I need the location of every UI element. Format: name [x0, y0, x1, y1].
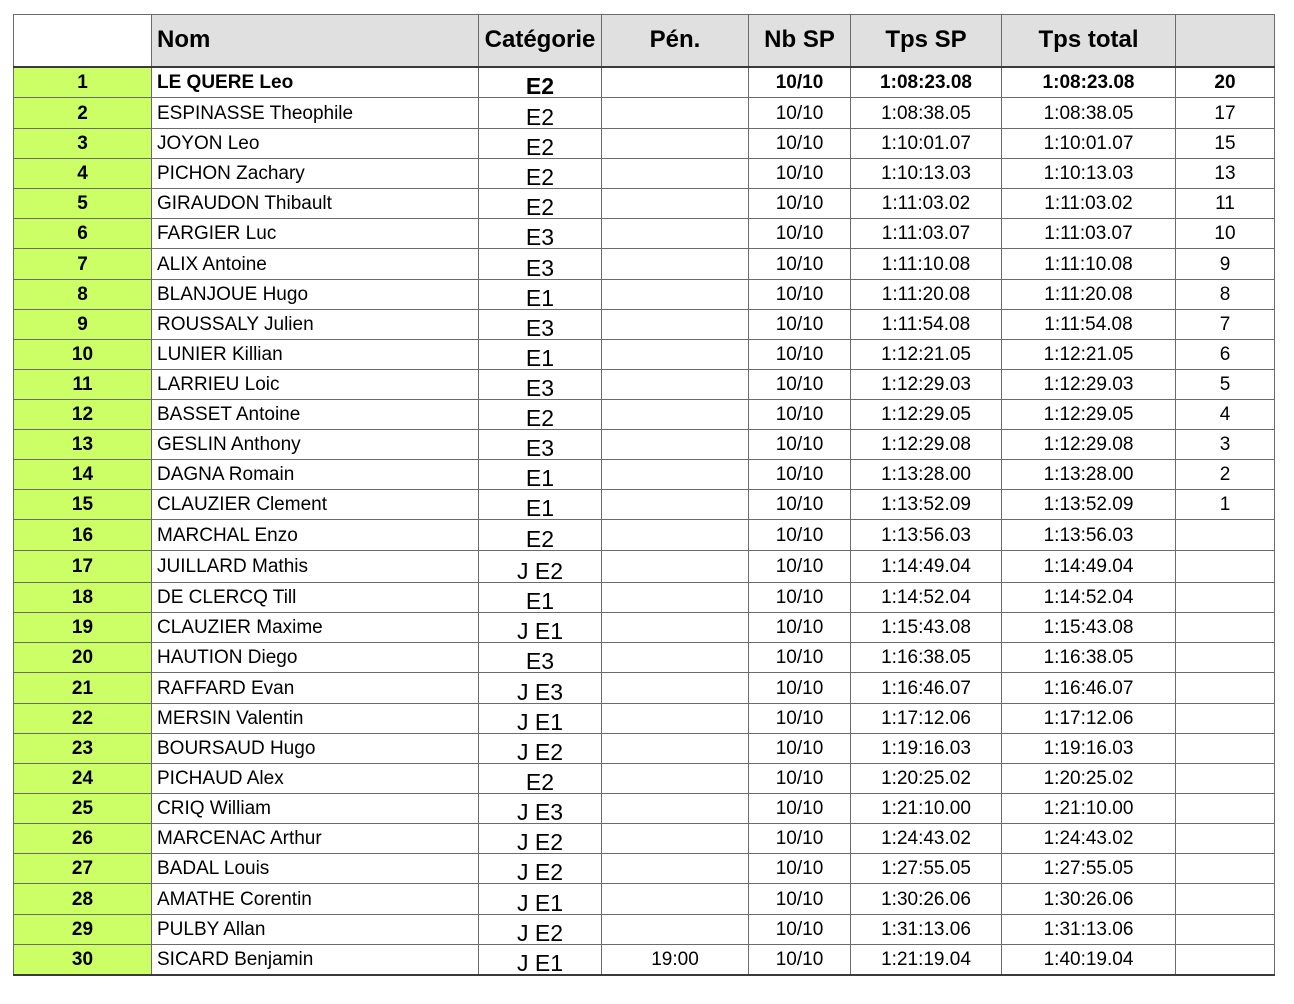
nb-sp-cell: 10/10	[749, 370, 851, 400]
name-cell: AMATHE Corentin	[152, 884, 479, 915]
category-cell: E2	[479, 189, 602, 219]
table-row	[14, 219, 1275, 249]
category-cell: J E2	[479, 854, 602, 884]
table-row	[14, 370, 1275, 400]
rank-cell: 15	[14, 490, 152, 520]
time-sp-cell: 1:13:28.00	[851, 460, 1002, 490]
time-total-cell: 1:11:03.07	[1002, 219, 1176, 249]
table-row	[14, 884, 1275, 915]
name-cell: CRIQ William	[152, 794, 479, 824]
time-total-cell: 1:12:29.03	[1002, 370, 1176, 400]
points-cell: 13	[1176, 159, 1275, 189]
table-row	[14, 854, 1275, 884]
time-sp-cell: 1:11:03.02	[851, 189, 1002, 219]
penalty-cell	[602, 824, 749, 854]
time-total-cell: 1:11:20.08	[1002, 280, 1176, 310]
penalty-cell	[602, 643, 749, 673]
header-points	[1176, 15, 1275, 67]
nb-sp-cell: 10/10	[749, 249, 851, 280]
points-cell	[1176, 734, 1275, 764]
time-total-cell: 1:17:12.06	[1002, 704, 1176, 734]
rank-cell: 10	[14, 340, 152, 370]
penalty-cell: 19:00	[602, 945, 749, 975]
nb-sp-cell: 10/10	[749, 280, 851, 310]
rank-cell: 21	[14, 673, 152, 704]
table-row	[14, 430, 1275, 460]
name-cell: JOYON Leo	[152, 129, 479, 159]
header-time-total: Tps total	[1002, 15, 1176, 67]
table-row	[14, 764, 1275, 794]
rank-cell: 3	[14, 129, 152, 159]
category-cell: E3	[479, 310, 602, 340]
time-sp-cell: 1:11:10.08	[851, 249, 1002, 280]
table-row	[14, 490, 1275, 520]
rank-cell: 22	[14, 704, 152, 734]
table-row	[14, 310, 1275, 340]
time-total-cell: 1:31:13.06	[1002, 915, 1176, 945]
time-total-cell: 1:24:43.02	[1002, 824, 1176, 854]
rank-cell: 27	[14, 854, 152, 884]
category-cell: J E1	[479, 884, 602, 915]
category-cell: E2	[479, 98, 602, 129]
category-cell: E3	[479, 643, 602, 673]
name-cell: CLAUZIER Clement	[152, 490, 479, 520]
name-cell: GIRAUDON Thibault	[152, 189, 479, 219]
header-rank	[14, 15, 152, 67]
time-sp-cell: 1:16:38.05	[851, 643, 1002, 673]
nb-sp-cell: 10/10	[749, 854, 851, 884]
penalty-cell	[602, 219, 749, 249]
nb-sp-cell: 10/10	[749, 551, 851, 583]
nb-sp-cell: 10/10	[749, 129, 851, 159]
nb-sp-cell: 10/10	[749, 613, 851, 643]
category-cell: J E1	[479, 704, 602, 734]
penalty-cell	[602, 310, 749, 340]
rank-cell: 11	[14, 370, 152, 400]
category-cell: J E1	[479, 613, 602, 643]
penalty-cell	[602, 430, 749, 460]
table-row	[14, 249, 1275, 280]
penalty-cell	[602, 854, 749, 884]
time-sp-cell: 1:15:43.08	[851, 613, 1002, 643]
name-cell: MERSIN Valentin	[152, 704, 479, 734]
time-total-cell: 1:14:52.04	[1002, 583, 1176, 613]
points-cell	[1176, 643, 1275, 673]
time-total-cell: 1:11:10.08	[1002, 249, 1176, 280]
rank-cell: 4	[14, 159, 152, 189]
header-nb-sp: Nb SP	[749, 15, 851, 67]
penalty-cell	[602, 189, 749, 219]
category-cell: E3	[479, 249, 602, 280]
penalty-cell	[602, 764, 749, 794]
name-cell: JUILLARD Mathis	[152, 551, 479, 583]
name-cell: LE QUERE Leo	[152, 67, 479, 98]
rank-cell: 20	[14, 643, 152, 673]
time-sp-cell: 1:31:13.06	[851, 915, 1002, 945]
time-total-cell: 1:16:38.05	[1002, 643, 1176, 673]
name-cell: DAGNA Romain	[152, 460, 479, 490]
rank-cell: 6	[14, 219, 152, 249]
penalty-cell	[602, 551, 749, 583]
name-cell: HAUTION Diego	[152, 643, 479, 673]
name-cell: DE CLERCQ Till	[152, 583, 479, 613]
penalty-cell	[602, 460, 749, 490]
header-name: Nom	[152, 15, 479, 67]
category-cell: E3	[479, 219, 602, 249]
time-sp-cell: 1:21:10.00	[851, 794, 1002, 824]
name-cell: PICHAUD Alex	[152, 764, 479, 794]
category-cell: E2	[479, 400, 602, 430]
time-sp-cell: 1:12:29.08	[851, 430, 1002, 460]
table-row	[14, 189, 1275, 219]
name-cell: BASSET Antoine	[152, 400, 479, 430]
nb-sp-cell: 10/10	[749, 430, 851, 460]
points-cell	[1176, 854, 1275, 884]
nb-sp-cell: 10/10	[749, 159, 851, 189]
header-time-sp: Tps SP	[851, 15, 1002, 67]
time-total-cell: 1:11:03.02	[1002, 189, 1176, 219]
results-sheet	[13, 14, 1275, 976]
table-row	[14, 613, 1275, 643]
points-cell: 6	[1176, 340, 1275, 370]
penalty-cell	[602, 370, 749, 400]
name-cell: BLANJOUE Hugo	[152, 280, 479, 310]
table-row	[14, 98, 1275, 129]
time-total-cell: 1:08:23.08	[1002, 67, 1176, 98]
nb-sp-cell: 10/10	[749, 643, 851, 673]
time-total-cell: 1:40:19.04	[1002, 945, 1176, 975]
name-cell: CLAUZIER Maxime	[152, 613, 479, 643]
points-cell	[1176, 794, 1275, 824]
category-cell: E1	[479, 340, 602, 370]
time-sp-cell: 1:21:19.04	[851, 945, 1002, 975]
points-cell: 4	[1176, 400, 1275, 430]
nb-sp-cell: 10/10	[749, 583, 851, 613]
time-total-cell: 1:13:52.09	[1002, 490, 1176, 520]
table-row	[14, 460, 1275, 490]
penalty-cell	[602, 280, 749, 310]
category-cell: E1	[479, 583, 602, 613]
penalty-cell	[602, 400, 749, 430]
name-cell: LUNIER Killian	[152, 340, 479, 370]
points-cell: 11	[1176, 189, 1275, 219]
rank-cell: 29	[14, 915, 152, 945]
rank-cell: 18	[14, 583, 152, 613]
points-cell	[1176, 551, 1275, 583]
time-sp-cell: 1:11:20.08	[851, 280, 1002, 310]
time-sp-cell: 1:14:52.04	[851, 583, 1002, 613]
category-cell: E1	[479, 460, 602, 490]
time-total-cell: 1:14:49.04	[1002, 551, 1176, 583]
nb-sp-cell: 10/10	[749, 915, 851, 945]
category-cell: E2	[479, 159, 602, 189]
penalty-cell	[602, 159, 749, 189]
rank-cell: 24	[14, 764, 152, 794]
name-cell: MARCHAL Enzo	[152, 520, 479, 551]
nb-sp-cell: 10/10	[749, 764, 851, 794]
rank-cell: 23	[14, 734, 152, 764]
points-cell	[1176, 613, 1275, 643]
category-cell: J E3	[479, 794, 602, 824]
nb-sp-cell: 10/10	[749, 794, 851, 824]
penalty-cell	[602, 520, 749, 551]
table-header	[14, 15, 1275, 67]
time-total-cell: 1:12:29.08	[1002, 430, 1176, 460]
nb-sp-cell: 10/10	[749, 400, 851, 430]
points-cell: 15	[1176, 129, 1275, 159]
nb-sp-cell: 10/10	[749, 67, 851, 98]
penalty-cell	[602, 734, 749, 764]
penalty-cell	[602, 794, 749, 824]
time-total-cell: 1:10:13.03	[1002, 159, 1176, 189]
name-cell: ESPINASSE Theophile	[152, 98, 479, 129]
time-total-cell: 1:13:28.00	[1002, 460, 1176, 490]
time-sp-cell: 1:17:12.06	[851, 704, 1002, 734]
penalty-cell	[602, 249, 749, 280]
table-row	[14, 340, 1275, 370]
points-cell: 3	[1176, 430, 1275, 460]
nb-sp-cell: 10/10	[749, 884, 851, 915]
time-total-cell: 1:20:25.02	[1002, 764, 1176, 794]
points-cell	[1176, 583, 1275, 613]
category-cell: E1	[479, 280, 602, 310]
nb-sp-cell: 10/10	[749, 340, 851, 370]
points-cell	[1176, 704, 1275, 734]
time-sp-cell: 1:11:54.08	[851, 310, 1002, 340]
category-cell: J E2	[479, 734, 602, 764]
time-sp-cell: 1:19:16.03	[851, 734, 1002, 764]
name-cell: PICHON Zachary	[152, 159, 479, 189]
category-cell: J E2	[479, 824, 602, 854]
nb-sp-cell: 10/10	[749, 98, 851, 129]
points-cell: 20	[1176, 67, 1275, 98]
category-cell: E2	[479, 129, 602, 159]
time-total-cell: 1:21:10.00	[1002, 794, 1176, 824]
category-cell: E3	[479, 430, 602, 460]
points-cell: 9	[1176, 249, 1275, 280]
rank-cell: 8	[14, 280, 152, 310]
results-table	[13, 14, 1275, 976]
name-cell: LARRIEU Loic	[152, 370, 479, 400]
name-cell: BADAL Louis	[152, 854, 479, 884]
penalty-cell	[602, 490, 749, 520]
time-total-cell: 1:16:46.07	[1002, 673, 1176, 704]
rank-cell: 14	[14, 460, 152, 490]
category-cell: J E3	[479, 673, 602, 704]
rank-cell: 16	[14, 520, 152, 551]
time-sp-cell: 1:12:29.03	[851, 370, 1002, 400]
time-sp-cell: 1:12:21.05	[851, 340, 1002, 370]
points-cell: 7	[1176, 310, 1275, 340]
table-row	[14, 129, 1275, 159]
time-total-cell: 1:27:55.05	[1002, 854, 1176, 884]
penalty-cell	[602, 613, 749, 643]
table-row	[14, 583, 1275, 613]
penalty-cell	[602, 583, 749, 613]
header-category: Catégorie	[479, 15, 602, 67]
time-total-cell: 1:15:43.08	[1002, 613, 1176, 643]
category-cell: E2	[479, 67, 602, 98]
points-cell	[1176, 764, 1275, 794]
nb-sp-cell: 10/10	[749, 460, 851, 490]
penalty-cell	[602, 673, 749, 704]
rank-cell: 19	[14, 613, 152, 643]
rank-cell: 17	[14, 551, 152, 583]
table-row	[14, 794, 1275, 824]
rank-cell: 1	[14, 67, 152, 98]
points-cell: 10	[1176, 219, 1275, 249]
table-row	[14, 159, 1275, 189]
time-sp-cell: 1:10:01.07	[851, 129, 1002, 159]
nb-sp-cell: 10/10	[749, 520, 851, 551]
rank-cell: 30	[14, 945, 152, 975]
category-cell: J E2	[479, 551, 602, 583]
table-row	[14, 704, 1275, 734]
name-cell: BOURSAUD Hugo	[152, 734, 479, 764]
table-row	[14, 280, 1275, 310]
rank-cell: 13	[14, 430, 152, 460]
category-cell: J E2	[479, 915, 602, 945]
time-sp-cell: 1:30:26.06	[851, 884, 1002, 915]
penalty-cell	[602, 915, 749, 945]
rank-cell: 9	[14, 310, 152, 340]
time-total-cell: 1:12:21.05	[1002, 340, 1176, 370]
header-penalty: Pén.	[602, 15, 749, 67]
category-cell: E1	[479, 490, 602, 520]
penalty-cell	[602, 67, 749, 98]
points-cell: 1	[1176, 490, 1275, 520]
time-sp-cell: 1:08:23.08	[851, 67, 1002, 98]
points-cell	[1176, 945, 1275, 975]
nb-sp-cell: 10/10	[749, 310, 851, 340]
category-cell: E2	[479, 764, 602, 794]
time-total-cell: 1:11:54.08	[1002, 310, 1176, 340]
rank-cell: 7	[14, 249, 152, 280]
table-row	[14, 945, 1275, 975]
time-sp-cell: 1:11:03.07	[851, 219, 1002, 249]
nb-sp-cell: 10/10	[749, 189, 851, 219]
rank-cell: 5	[14, 189, 152, 219]
time-sp-cell: 1:24:43.02	[851, 824, 1002, 854]
header-row	[14, 15, 1275, 67]
points-cell	[1176, 884, 1275, 915]
name-cell: FARGIER Luc	[152, 219, 479, 249]
time-sp-cell: 1:13:52.09	[851, 490, 1002, 520]
name-cell: ROUSSALY Julien	[152, 310, 479, 340]
nb-sp-cell: 10/10	[749, 704, 851, 734]
table-row	[14, 67, 1275, 98]
table-row	[14, 673, 1275, 704]
penalty-cell	[602, 129, 749, 159]
time-sp-cell: 1:13:56.03	[851, 520, 1002, 551]
category-cell: E2	[479, 520, 602, 551]
time-sp-cell: 1:16:46.07	[851, 673, 1002, 704]
penalty-cell	[602, 340, 749, 370]
points-cell	[1176, 824, 1275, 854]
points-cell	[1176, 915, 1275, 945]
table-row	[14, 551, 1275, 583]
time-total-cell: 1:30:26.06	[1002, 884, 1176, 915]
nb-sp-cell: 10/10	[749, 824, 851, 854]
points-cell: 5	[1176, 370, 1275, 400]
table-row	[14, 400, 1275, 430]
nb-sp-cell: 10/10	[749, 734, 851, 764]
name-cell: GESLIN Anthony	[152, 430, 479, 460]
rank-cell: 12	[14, 400, 152, 430]
table-body	[14, 67, 1275, 975]
nb-sp-cell: 10/10	[749, 673, 851, 704]
rank-cell: 26	[14, 824, 152, 854]
name-cell: MARCENAC Arthur	[152, 824, 479, 854]
time-sp-cell: 1:20:25.02	[851, 764, 1002, 794]
name-cell: ALIX Antoine	[152, 249, 479, 280]
points-cell: 17	[1176, 98, 1275, 129]
time-total-cell: 1:08:38.05	[1002, 98, 1176, 129]
penalty-cell	[602, 884, 749, 915]
time-total-cell: 1:19:16.03	[1002, 734, 1176, 764]
table-row	[14, 643, 1275, 673]
time-sp-cell: 1:14:49.04	[851, 551, 1002, 583]
category-cell: J E1	[479, 945, 602, 975]
time-sp-cell: 1:08:38.05	[851, 98, 1002, 129]
time-sp-cell: 1:10:13.03	[851, 159, 1002, 189]
points-cell	[1176, 673, 1275, 704]
table-row	[14, 824, 1275, 854]
points-cell: 8	[1176, 280, 1275, 310]
nb-sp-cell: 10/10	[749, 945, 851, 975]
table-row	[14, 520, 1275, 551]
points-cell: 2	[1176, 460, 1275, 490]
penalty-cell	[602, 704, 749, 734]
time-total-cell: 1:10:01.07	[1002, 129, 1176, 159]
category-cell: E3	[479, 370, 602, 400]
rank-cell: 2	[14, 98, 152, 129]
time-sp-cell: 1:27:55.05	[851, 854, 1002, 884]
table-row	[14, 734, 1275, 764]
rank-cell: 25	[14, 794, 152, 824]
name-cell: PULBY Allan	[152, 915, 479, 945]
time-total-cell: 1:13:56.03	[1002, 520, 1176, 551]
penalty-cell	[602, 98, 749, 129]
rank-cell: 28	[14, 884, 152, 915]
name-cell: SICARD Benjamin	[152, 945, 479, 975]
points-cell	[1176, 520, 1275, 551]
nb-sp-cell: 10/10	[749, 219, 851, 249]
time-total-cell: 1:12:29.05	[1002, 400, 1176, 430]
time-sp-cell: 1:12:29.05	[851, 400, 1002, 430]
name-cell: RAFFARD Evan	[152, 673, 479, 704]
table-row	[14, 915, 1275, 945]
nb-sp-cell: 10/10	[749, 490, 851, 520]
